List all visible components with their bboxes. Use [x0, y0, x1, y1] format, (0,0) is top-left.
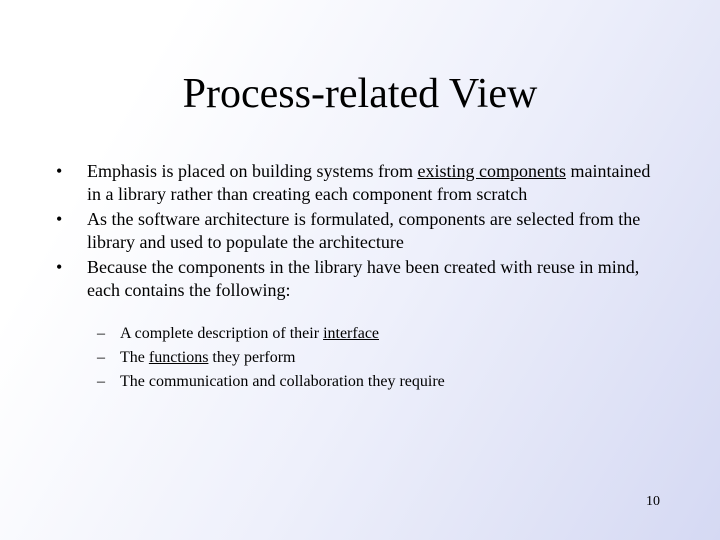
sub-bullet-text: A complete description of their [120, 325, 324, 342]
sub-bullet-list [97, 322, 657, 394]
sub-bullet-text: The [120, 349, 149, 366]
bullet-marker: • [56, 257, 63, 277]
bullet-text: Because the components in the library have been created with reuse in mind, each contains the following: [87, 257, 640, 300]
functions-link[interactable]: functions [148, 349, 209, 366]
bullet-list [56, 160, 666, 304]
sub-bullet-text: they perform [208, 349, 296, 366]
sub-bullet-item [97, 370, 657, 394]
page-number: 10 [646, 494, 660, 509]
sub-bullet-item [97, 322, 657, 346]
bullet-marker: • [56, 161, 63, 181]
bullet-text: As the software architecture is formulated, components are selected from the library and used to populate the architecture [87, 209, 641, 252]
sub-bullet-marker: – [97, 349, 105, 366]
bullet-marker: • [56, 209, 63, 229]
existing-components-link[interactable]: existing components [417, 161, 566, 181]
bullet-item [56, 160, 666, 206]
sub-bullet-marker: – [97, 325, 105, 342]
sub-bullet-item [97, 346, 657, 370]
bullet-item [56, 208, 666, 254]
sub-bullet-text: The communication and collaboration they require [120, 373, 445, 390]
interface-link[interactable]: interface [323, 325, 380, 342]
slide-title: Process-related View [182, 71, 538, 117]
sub-bullet-marker: – [97, 373, 105, 390]
bullet-text: maintained in a library rather than creating each component from scratch [87, 161, 651, 204]
bullet-text: Emphasis is placed on building systems from [87, 161, 418, 181]
bullet-item [56, 256, 666, 302]
